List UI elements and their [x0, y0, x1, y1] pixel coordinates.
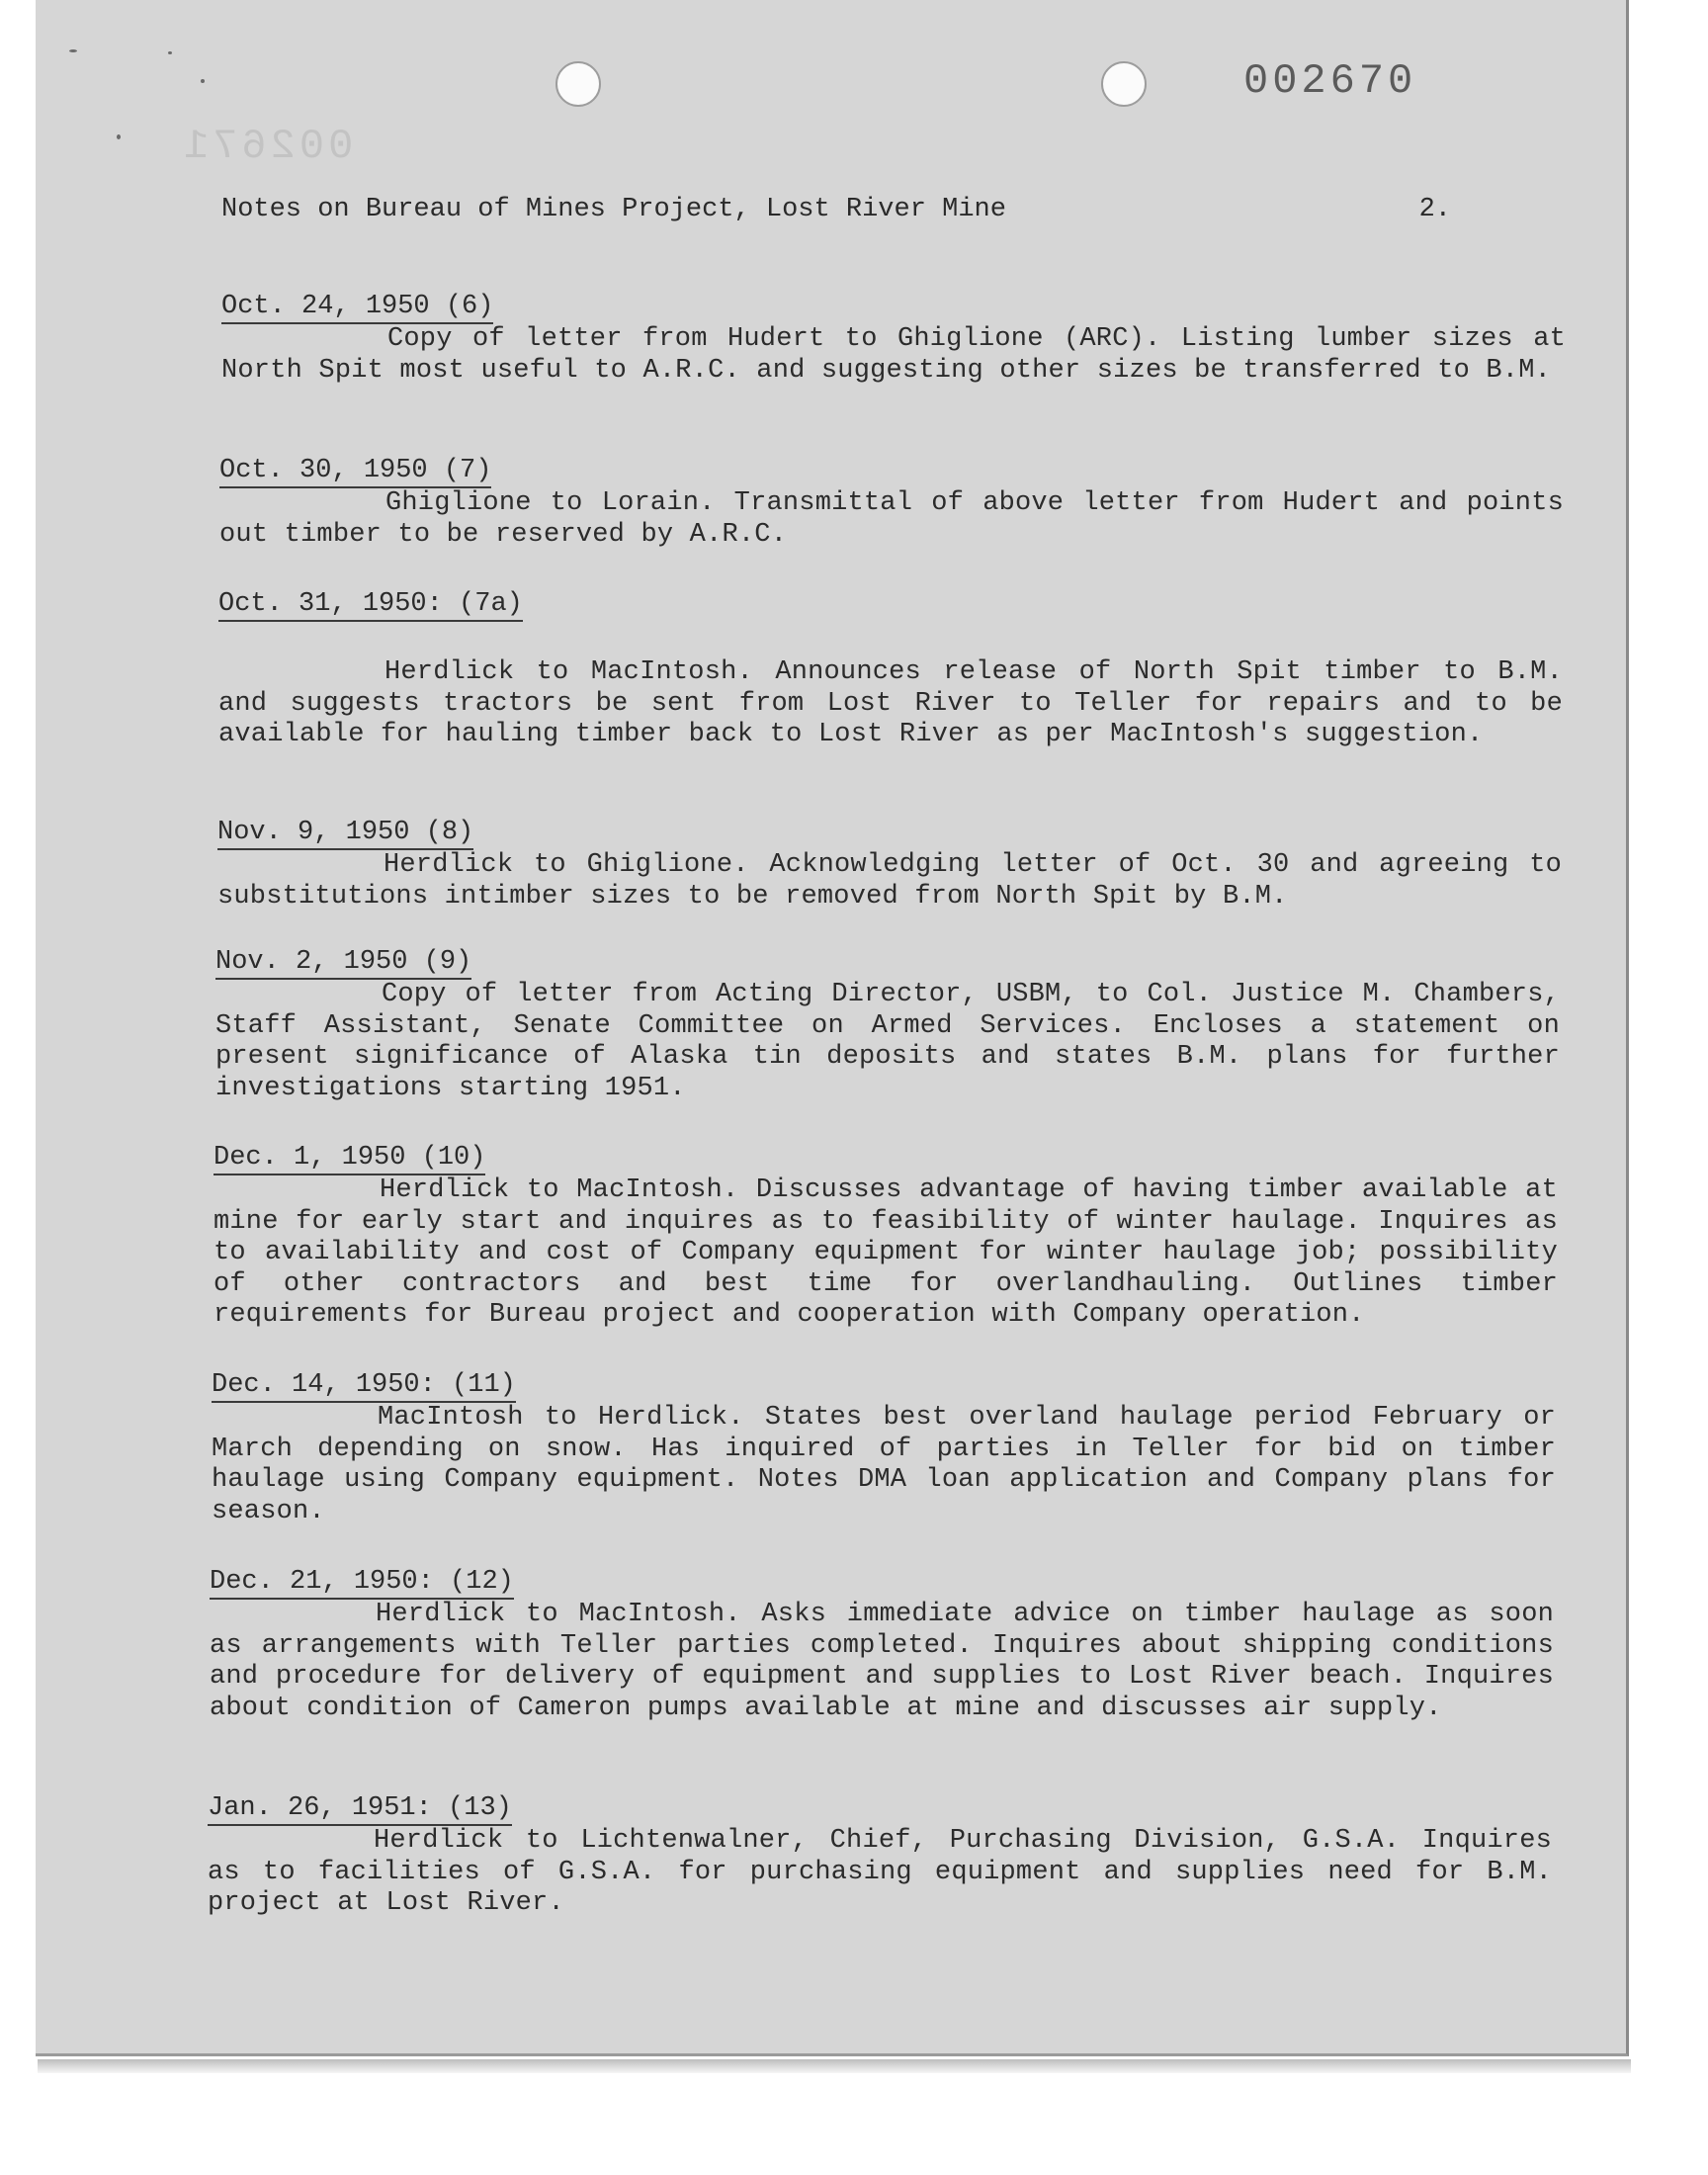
log-entry [214, 1143, 1558, 1332]
log-entry [218, 589, 1563, 751]
entry-summary: Ghiglione to Lorain. Transmittal of above letter from Hudert and points out timber to be reserved by A.R.C. [219, 488, 1564, 550]
scan-speck [69, 49, 77, 52]
log-entry [212, 1370, 1556, 1527]
log-entry [217, 818, 1562, 913]
entry-date: Jan. 26, 1951: (13) [208, 1793, 512, 1826]
punch-hole-left [555, 61, 601, 107]
entry-date: Nov. 2, 1950 (9) [215, 947, 471, 980]
entry-summary: Copy of letter from Acting Director, USBM, to Col. Justice M. Chambers, Staff Assistant, Senate Committee on Armed Services. Encloses a statement on present significance of Alaska tin deposits and states B.M. plans for further investigations starting 1951. [215, 980, 1560, 1103]
entry-date: Oct. 30, 1950 (7) [219, 456, 491, 488]
bleed-through-stamp-number: 002671 [180, 123, 354, 170]
scan-speck [201, 79, 205, 83]
log-entry [221, 292, 1566, 387]
entry-summary: Herdlick to Lichtenwalner, Chief, Purchasing Division, G.S.A. Inquires as to facilities of G.S.A. for purchasing equipment and supplies need for B.M. project at Lost River. [208, 1826, 1552, 1918]
entry-date: Dec. 1, 1950 (10) [214, 1143, 485, 1175]
entry-summary: Herdlick to Ghiglione. Acknowledging letter of Oct. 30 and agreeing to substitutions intimber sizes to be removed from North Spit by B.M. [217, 850, 1562, 912]
log-entry [219, 456, 1564, 551]
entry-date: Nov. 9, 1950 (8) [217, 818, 473, 850]
entry-summary: Herdlick to MacIntosh. Asks immediate advice on timber haulage as soon as arrangements with Teller parties completed. Inquires about shipping conditions and procedure for delivery of equipment and supplies to Lost River beach. Inquires about condition of Cameron pumps available at mine and discusses air supply. [210, 1600, 1554, 1723]
page-number: 2. [1418, 195, 1451, 224]
scan-speck [168, 51, 172, 54]
entry-date: Oct. 24, 1950 (6) [221, 292, 493, 324]
entry-date: Dec. 14, 1950: (11) [212, 1370, 516, 1403]
entry-date: Dec. 21, 1950: (12) [210, 1567, 514, 1600]
entry-summary: Herdlick to MacIntosh. Discusses advantage of having timber available at mine for early start and inquires as to feasibility of winter haulage. Inquires as to availability and cost of Company equipment for winter haulage job; possibility of other contractors and best time for overlandhauling. Outlines timber requirements for Bureau project and cooperation with Company operation. [214, 1175, 1558, 1330]
log-entry [210, 1567, 1554, 1724]
document-stamp-number: 002670 [1243, 57, 1417, 105]
log-entry [208, 1793, 1552, 1920]
scan-speck [117, 134, 121, 139]
page-shadow [38, 2059, 1631, 2073]
entry-summary: Copy of letter from Hudert to Ghiglione (ARC). Listing lumber sizes at North Spit most useful to A.R.C. and suggesting other sizes be transferred to B.M. [221, 324, 1566, 386]
entry-date: Oct. 31, 1950: (7a) [218, 589, 523, 622]
punch-hole-right [1101, 61, 1147, 107]
log-entry [215, 947, 1560, 1104]
page-header [221, 195, 1451, 224]
entry-summary: Herdlick to MacIntosh. Announces release of North Spit timber to B.M. and suggests tractors be sent from Lost River to Teller for repairs and to be available for hauling timber back to Lost River as per MacIntosh's suggestion. [218, 657, 1563, 749]
page-title: Notes on Bureau of Mines Project, Lost River Mine [221, 195, 1006, 224]
entry-summary: MacIntosh to Herdlick. States best overland haulage period February or March depending on snow. Has inquired of parties in Teller for bid on timber haulage using Company equipment. Notes DMA loan application and Company plans for season. [212, 1403, 1556, 1526]
